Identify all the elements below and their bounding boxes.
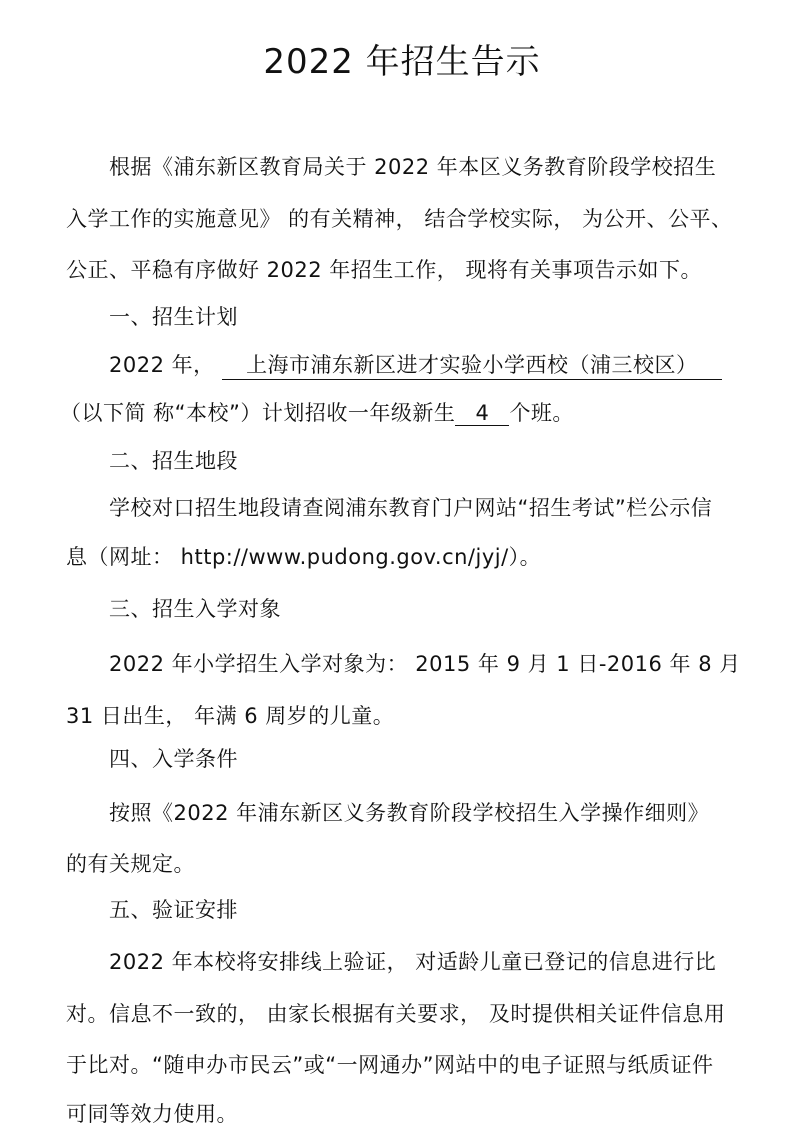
verify-line-4: 可同等效力使用。 bbox=[66, 1102, 238, 1126]
section-area-heading: 二、招生地段 bbox=[109, 449, 238, 473]
target-line-1: 2022 年小学招生入学对象为： 2015 年 9 月 1 日-2016 年 8 月 bbox=[109, 652, 741, 676]
area-line-2: 息（网址： http://www.pudong.gov.cn/jyj/）。 bbox=[66, 545, 542, 569]
intro-line-1: 根据《浦东新区教育局关于 2022 年本区义务教育阶段学校招生 bbox=[109, 155, 717, 179]
conditions-line-2: 的有关规定。 bbox=[66, 852, 195, 876]
verify-line-1: 2022 年本校将安排线上验证， 对适龄儿童已登记的信息进行比 bbox=[109, 950, 717, 974]
target-line-2: 31 日出生， 年满 6 周岁的儿童。 bbox=[66, 704, 395, 728]
plan-year-prefix: 2022 年， bbox=[109, 353, 215, 377]
verify-line-3: 于比对。“随申办市民云”或“一网通办”网站中的电子证照与纸质证件 bbox=[66, 1053, 714, 1077]
intro-line-3: 公正、平稳有序做好 2022 年招生工作， 现将有关事项告示如下。 bbox=[66, 258, 702, 282]
intro-line-2: 入学工作的实施意见》 的有关精神， 结合学校实际， 为公开、公平、 bbox=[66, 207, 733, 231]
page-title: 2022 年招生告示 bbox=[263, 42, 541, 82]
verify-line-2: 对。信息不一致的， 由家长根据有关要求， 及时提供相关证件信息用 bbox=[66, 1002, 726, 1026]
section-plan-heading: 一、招生计划 bbox=[109, 305, 238, 329]
section-verify-heading: 五、验证安排 bbox=[109, 898, 238, 922]
plan-line-2 bbox=[60, 397, 574, 427]
conditions-line-1: 按照《2022 年浦东新区义务教育阶段学校招生入学操作细则》 bbox=[109, 801, 710, 825]
section-conditions-heading: 四、入学条件 bbox=[109, 747, 238, 771]
plan-line-2-prefix: （以下简 称“本校”）计划招收一年级新生 bbox=[60, 401, 456, 425]
class-count: 4 bbox=[455, 401, 509, 426]
area-line-1: 学校对口招生地段请查阅浦东教育门户网站“招生考试”栏公示信 bbox=[109, 496, 713, 520]
plan-line-1 bbox=[109, 349, 722, 380]
plan-line-2-suffix: 个班。 bbox=[509, 401, 574, 425]
section-target-heading: 三、招生入学对象 bbox=[109, 597, 281, 621]
school-name: 上海市浦东新区进才实验小学西校（浦三校区） bbox=[222, 349, 722, 380]
